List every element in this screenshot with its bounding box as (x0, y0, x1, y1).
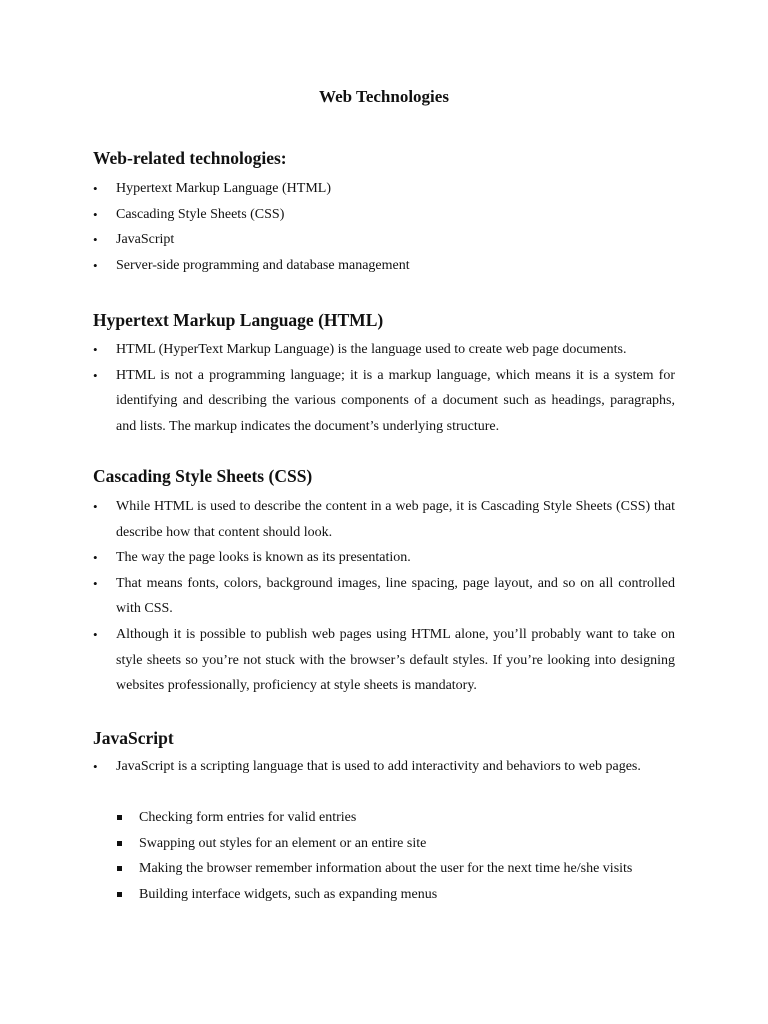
list-item: • Hypertext Markup Language (HTML) (93, 176, 675, 202)
web-related-list (93, 176, 675, 278)
list-item: • JavaScript (93, 227, 675, 253)
list-item: • Cascading Style Sheets (CSS) (93, 202, 675, 228)
list-item: • HTML (HyperText Markup Language) is the language used to create web page documents. (93, 337, 675, 363)
javascript-sublist (116, 805, 652, 907)
document-title: Web Technologies (319, 87, 449, 106)
list-item: • JavaScript is a scripting language that is used to add interactivity and behaviors to web pages. (93, 754, 675, 780)
sublist-item: Swapping out styles for an element or an entire site (116, 831, 652, 857)
list-item: • Although it is possible to publish web pages using HTML alone, you’ll probably want to take on style sheets so you’re not stuck with the browser’s default styles. If you’re looking into designing websites professionally, proficiency at style sheets is mandatory. (93, 622, 675, 699)
css-list (93, 494, 675, 699)
sublist-item: Checking form entries for valid entries (116, 805, 652, 831)
list-item: • HTML is not a programming language; it is a markup language, which means it is a system for identifying and describing the various components of a document such as headings, paragraphs, and lists. The markup indicates the document’s underlying structure. (93, 363, 675, 440)
list-item: • Server-side programming and database management (93, 253, 675, 279)
section-heading-javascript: JavaScript (93, 728, 174, 748)
list-item: • While HTML is used to describe the content in a web page, it is Cascading Style Sheets (CSS) that describe how that content should look. (93, 494, 675, 545)
list-item: • The way the page looks is known as its presentation. (93, 545, 675, 571)
list-item: • That means fonts, colors, background images, line spacing, page layout, and so on all controlled with CSS. (93, 571, 675, 622)
html-list (93, 337, 675, 439)
sublist-item: Building interface widgets, such as expanding menus (116, 882, 652, 908)
section-heading-web-related: Web-related technologies: (93, 148, 287, 168)
section-heading-css: Cascading Style Sheets (CSS) (93, 466, 313, 486)
section-heading-html: Hypertext Markup Language (HTML) (93, 310, 384, 330)
sublist-item: Making the browser remember information about the user for the next time he/she visits (116, 856, 652, 882)
javascript-list (93, 754, 675, 780)
